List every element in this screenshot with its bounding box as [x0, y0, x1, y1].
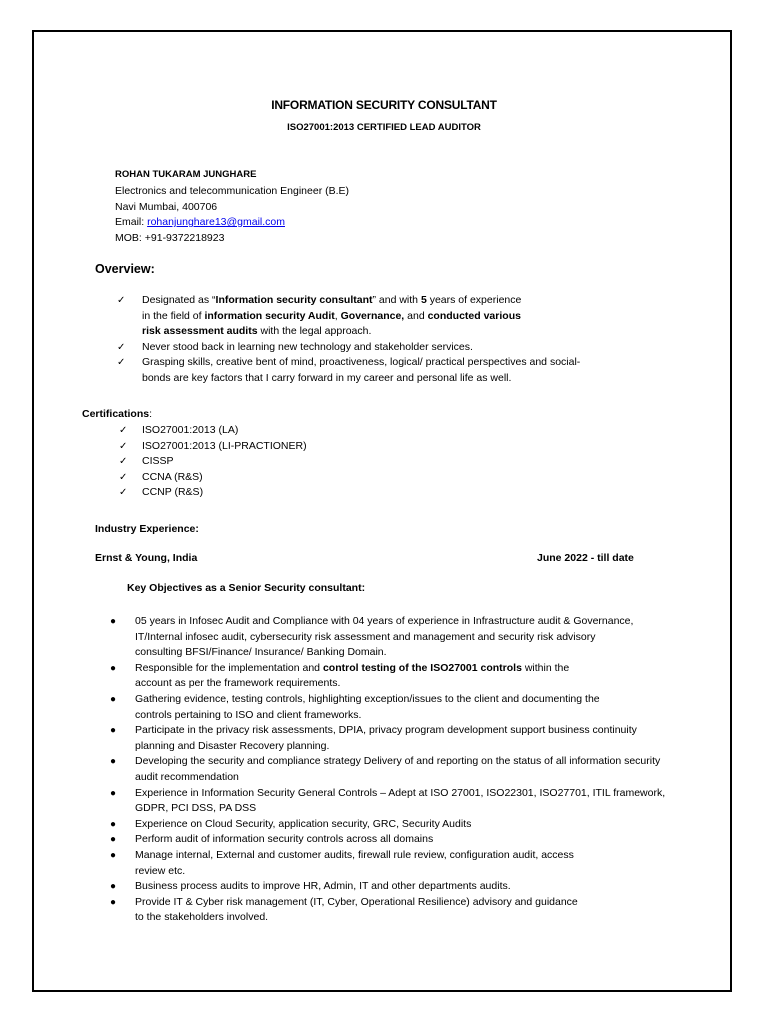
- objective-item: [110, 895, 665, 911]
- text-segment: ,: [334, 309, 341, 322]
- objective-item-continuation: [135, 864, 665, 880]
- text-segment: planning and Disaster Recovery planning.: [135, 739, 330, 752]
- text-segment: Gathering evidence, testing controls, highlighting exception/issues to the client and documenting the: [135, 692, 600, 705]
- text-segment: Experience in Information Security General Controls – Adept at ISO 27001, ISO22301, ISO27701, ITIL framework,: [135, 786, 666, 799]
- certification-item: [119, 470, 307, 486]
- text-segment: to the stakeholders involved.: [135, 911, 269, 924]
- text-segment: with the legal approach.: [257, 325, 372, 337]
- text-segment: Grasping skills, creative bent of mind, proactiveness, logical/ practical perspectives and social-: [142, 356, 581, 368]
- objective-item: [110, 786, 666, 802]
- objective-item-continuation: [135, 708, 665, 724]
- text-segment: consulting BFSI/Finance/ Insurance/ Banking Domain.: [135, 646, 387, 659]
- text-segment: in the field of: [142, 309, 205, 322]
- text-segment: Designated as “: [142, 294, 216, 306]
- certification-item: [119, 423, 307, 439]
- objective-item: [110, 879, 665, 895]
- certification-label: ISO27001:2013 (LA): [142, 424, 239, 436]
- checkmark-icon: ✓: [119, 456, 128, 467]
- certifications-list: [119, 423, 307, 501]
- email-link[interactable]: rohanjunghare13@gmail.com: [147, 216, 285, 228]
- document-title: INFORMATION SECURITY CONSULTANT: [271, 98, 497, 112]
- email-row: [115, 215, 349, 231]
- overview-item: [117, 355, 581, 371]
- certifications-heading-label: Certifications: [82, 408, 150, 420]
- bullet-icon: ●: [110, 834, 117, 846]
- contact-block: [115, 184, 349, 246]
- checkmark-icon: ✓: [117, 295, 126, 306]
- objective-item: [110, 832, 665, 848]
- text-segment: account as per the framework requirements.: [135, 677, 341, 690]
- certifications-heading: [82, 408, 152, 420]
- checkmark-icon: ✓: [119, 440, 128, 452]
- text-segment: Experience on Cloud Security, application security, GRC, Security Audits: [135, 817, 472, 830]
- checkmark-icon: ✓: [119, 471, 128, 483]
- checkmark-icon: ✓: [119, 425, 128, 436]
- certification-item: [119, 485, 307, 501]
- bullet-icon: ●: [110, 849, 117, 861]
- candidate-name: ROHAN TUKARAM JUNGHARE: [115, 169, 257, 180]
- bullet-icon: ●: [110, 818, 117, 830]
- objectives-heading: Key Objectives as a Senior Security consultant:: [127, 582, 366, 594]
- text-segment: Information security consultant: [215, 294, 373, 306]
- overview-item-continuation: [142, 371, 580, 387]
- text-segment: Manage internal, External and customer audits, firewall rule review, configuration audit, access: [135, 848, 574, 861]
- objectives-list: [110, 614, 666, 926]
- certification-item: [119, 439, 307, 455]
- degree-text: Electronics and telecommunication Engineer (B.E): [115, 185, 350, 197]
- text-segment: 5: [420, 294, 427, 306]
- objective-item-continuation: [135, 676, 665, 692]
- objective-item: [110, 817, 665, 833]
- company-name: Ernst & Young, India: [95, 552, 198, 564]
- bullet-icon: ●: [110, 881, 117, 893]
- text-segment: within the: [521, 661, 570, 674]
- text-segment: Never stood back in learning new technology and stakeholder services.: [142, 340, 473, 353]
- text-segment: Governance,: [340, 309, 405, 322]
- text-segment: Provide IT & Cyber risk management (IT, Cyber, Operational Resilience) advisory and guidance: [135, 895, 578, 908]
- objective-item: [110, 614, 665, 630]
- text-segment: conducted various: [427, 309, 521, 322]
- overview-item-continuation: [142, 309, 580, 325]
- certification-label: CCNA (R&S): [142, 470, 203, 483]
- overview-item: [117, 340, 580, 356]
- text-segment: and: [404, 309, 428, 322]
- mobile-text: MOB: +91-9372218923: [115, 231, 225, 244]
- objective-item-continuation: [135, 910, 665, 926]
- text-segment: information security Audit: [204, 309, 335, 322]
- certifications-heading-colon: :: [149, 408, 153, 420]
- text-segment: control testing of the ISO27001 controls: [322, 661, 522, 674]
- location-text: Navi Mumbai, 400706: [115, 200, 218, 213]
- bullet-icon: ●: [110, 662, 117, 674]
- objective-item: [110, 723, 665, 739]
- employment-dates: June 2022 - till date: [537, 552, 634, 564]
- certification-label: CCNP (R&S): [142, 486, 204, 498]
- text-segment: Responsible for the implementation and: [135, 661, 323, 674]
- text-segment: Perform audit of information security controls across all domains: [135, 833, 434, 846]
- text-segment: Participate in the privacy risk assessments, DPIA, privacy program development support business continuity: [135, 724, 637, 737]
- objective-item-continuation: [135, 801, 665, 817]
- objective-item-continuation: [135, 630, 665, 646]
- bullet-icon: ●: [110, 896, 117, 908]
- text-segment: audit recommendation: [135, 770, 239, 783]
- objective-item: [110, 661, 665, 677]
- text-segment: years of experience: [426, 294, 522, 306]
- text-segment: bonds are key factors that I carry forward in my career and personal life as well.: [142, 371, 512, 384]
- objective-item: [110, 754, 665, 770]
- email-label: Email:: [115, 216, 148, 228]
- certification-label: ISO27001:2013 (LI-PRACTIONER): [142, 439, 307, 452]
- checkmark-icon: ✓: [117, 357, 126, 368]
- bullet-icon: ●: [110, 787, 117, 799]
- checkmark-icon: ✓: [117, 341, 126, 353]
- document-subtitle: ISO27001:2013 CERTIFIED LEAD AUDITOR: [287, 122, 481, 133]
- text-segment: review etc.: [135, 864, 186, 877]
- bullet-icon: ●: [110, 693, 117, 705]
- text-segment: controls pertaining to ISO and client frameworks.: [135, 708, 362, 721]
- overview-heading: Overview:: [95, 262, 155, 276]
- bullet-icon: ●: [110, 725, 117, 737]
- certification-item: [119, 454, 307, 470]
- text-segment: Business process audits to improve HR, Admin, IT and other departments audits.: [135, 880, 511, 893]
- overview-item: [117, 293, 580, 309]
- objective-item-continuation: [135, 739, 665, 755]
- certification-label: CISSP: [142, 455, 174, 467]
- text-segment: risk assessment audits: [142, 325, 258, 337]
- text-segment: GDPR, PCI DSS, PA DSS: [135, 802, 257, 815]
- industry-experience-heading: Industry Experience:: [95, 523, 199, 535]
- objective-item-continuation: [135, 645, 665, 661]
- text-segment: IT/Internal infosec audit, cybersecurity risk assessment and management and security risk advisory: [135, 630, 596, 643]
- overview-list: [117, 293, 581, 386]
- bullet-icon: ●: [110, 756, 117, 768]
- checkmark-icon: ✓: [119, 487, 128, 498]
- text-segment: Developing the security and compliance strategy Delivery of and reporting on the status of all information security: [135, 755, 661, 768]
- objective-item: [110, 848, 665, 864]
- text-segment: 05 years in Infosec Audit and Compliance with 04 years of experience in Infrastructure audit & Governance,: [135, 615, 634, 627]
- overview-item-continuation: [142, 324, 580, 340]
- objective-item-continuation: [135, 770, 665, 786]
- objective-item: [110, 692, 665, 708]
- text-segment: ” and with: [372, 294, 421, 306]
- bullet-icon: ●: [110, 616, 117, 627]
